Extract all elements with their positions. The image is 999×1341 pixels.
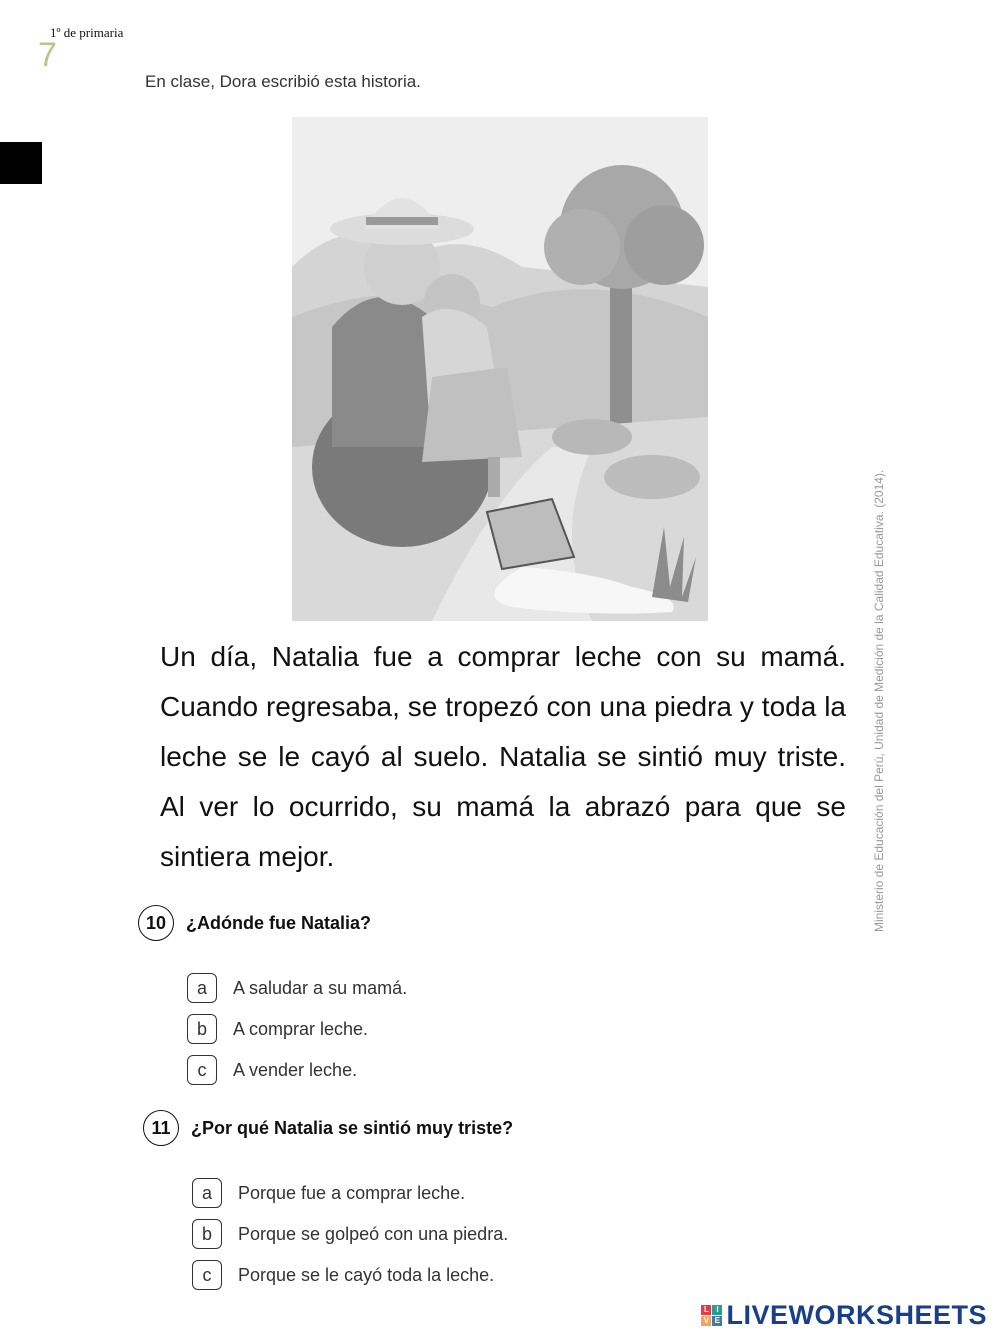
q10-option-a[interactable] [187, 973, 407, 1003]
liveworksheets-logo-icon [701, 1305, 722, 1326]
question-10 [138, 905, 371, 941]
option-letter-box[interactable]: b [187, 1014, 217, 1044]
question-text: ¿Adónde fue Natalia? [186, 912, 372, 933]
q11-option-a[interactable] [192, 1178, 465, 1208]
grade-label: 1º de primaria [50, 25, 124, 40]
page-number: 7 [38, 36, 57, 74]
option-letter-box[interactable]: a [192, 1178, 222, 1208]
question-11 [143, 1110, 513, 1146]
logo-letter: V [701, 1316, 711, 1326]
option-text: A comprar leche. [233, 1018, 369, 1039]
q11-option-b[interactable] [192, 1219, 508, 1249]
option-letter-box[interactable]: c [187, 1055, 217, 1085]
logo-letter: I [712, 1305, 722, 1315]
liveworksheets-brand[interactable] [701, 1300, 987, 1331]
option-text: A vender leche. [233, 1059, 358, 1080]
option-text: Porque se le cayó toda la leche. [238, 1264, 495, 1285]
q10-option-c[interactable] [187, 1055, 357, 1085]
logo-letter: E [712, 1316, 722, 1326]
q11-option-c[interactable] [192, 1260, 494, 1290]
option-text: A saludar a su mamá. [233, 977, 408, 998]
option-letter-box[interactable]: b [192, 1219, 222, 1249]
source-credit: Ministerio de Educación del Perú, Unidad de Medición de la Calidad Educativa. (2014). [872, 469, 886, 932]
story-text: Un día, Natalia fue a comprar leche con su mamá. Cuando regresaba, se tropezó con una piedra y toda la leche se le cayó al suelo. Natalia se sintió muy triste. Al ver lo ocurrido, su mamá la abrazó para que se sintiera mejor. [160, 641, 846, 872]
question-number: 10 [138, 905, 174, 941]
option-text: Porque fue a comprar leche. [238, 1182, 466, 1203]
option-letter-box[interactable]: c [192, 1260, 222, 1290]
story-illustration [292, 117, 708, 621]
logo-letter: L [701, 1305, 711, 1315]
brand-name: LIVEWORKSHEETS [726, 1300, 987, 1330]
black-tab-marker [0, 142, 42, 184]
option-letter-box[interactable]: a [187, 973, 217, 1003]
intro-text: En clase, Dora escribió esta historia. [145, 72, 421, 91]
q10-option-b[interactable] [187, 1014, 368, 1044]
question-number: 11 [143, 1110, 179, 1146]
question-text: ¿Por qué Natalia se sintió muy triste? [191, 1117, 514, 1138]
option-text: Porque se golpeó con una piedra. [238, 1223, 509, 1244]
